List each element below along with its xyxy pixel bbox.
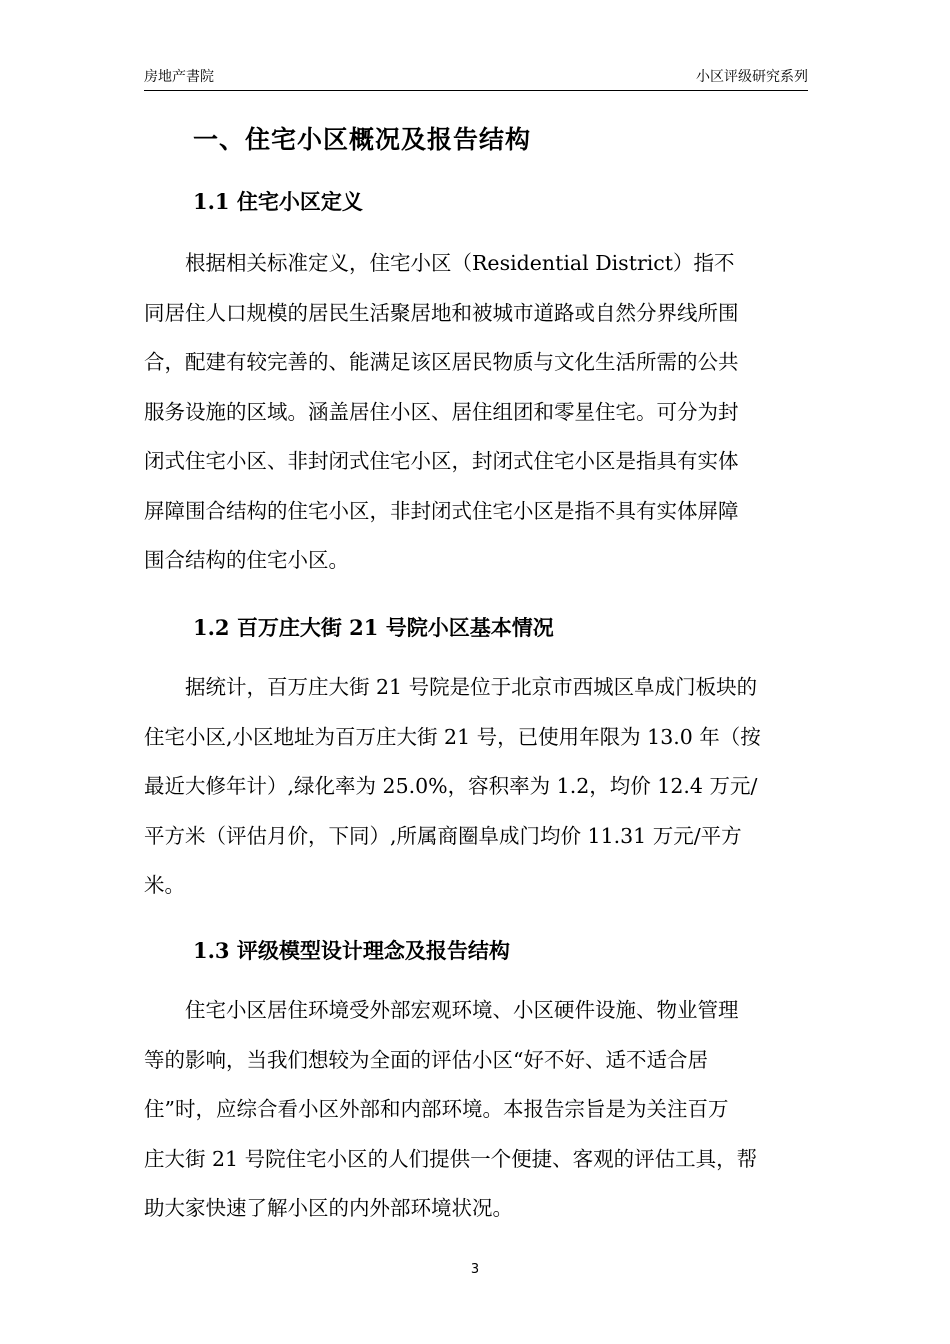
paragraph-basic-info bbox=[144, 663, 808, 911]
page-number: 3 bbox=[470, 1262, 480, 1277]
header-series: 小区评级研究系列 bbox=[696, 69, 808, 85]
paragraph-line: 据统计，百万庄大街 21 号院是位于北京市西城区阜成门板块的 bbox=[144, 675, 758, 699]
paragraph-line: 助大家快速了解小区的内外部环境状况。 bbox=[144, 1196, 513, 1220]
section-title: 一、住宅小区概况及报告结构 bbox=[193, 125, 532, 154]
header-publisher: 房地产書院 bbox=[144, 69, 214, 85]
paragraph-line: 米。 bbox=[144, 873, 185, 897]
paragraph-line: 合，配建有较完善的、能满足该区居民物质与文化生活所需的公共 bbox=[144, 350, 739, 374]
paragraph-line: 平方米（评估月价，下同）,所属商圈阜成门均价 11.31 万元/平方 bbox=[144, 823, 742, 848]
paragraph-line: 服务设施的区域。涵盖居住小区、居住组团和零星住宅。可分为封 bbox=[144, 399, 739, 424]
paragraph-line: 住宅小区居住环境受外部宏观环境、小区硬件设施、物业管理 bbox=[144, 998, 739, 1022]
paragraph-line: 住”时，应综合看小区外部和内部环境。本报告宗旨是为关注百万 bbox=[144, 1097, 729, 1121]
paragraph-line: 庄大街 21 号院住宅小区的人们提供一个便捷、客观的评估工具，帮 bbox=[144, 1146, 758, 1171]
paragraph-line: 等的影响，当我们想较为全面的评估小区“好不好、适不适合居 bbox=[144, 1047, 708, 1072]
paragraph-line: 屏障围合结构的住宅小区，非封闭式住宅小区是指不具有实体屏障 bbox=[144, 498, 739, 523]
paragraph-line: 根据相关标准定义，住宅小区（Residential District）指不 bbox=[144, 251, 735, 275]
paragraph-line: 围合结构的住宅小区。 bbox=[144, 548, 349, 572]
subsection-title-1-1: 1.1 住宅小区定义 bbox=[193, 189, 363, 214]
paragraph-model-design bbox=[144, 986, 808, 1234]
paragraph-line: 闭式住宅小区、非封闭式住宅小区，封闭式住宅小区是指具有实体 bbox=[144, 449, 739, 473]
paragraph-line: 住宅小区,小区地址为百万庄大街 21 号，已使用年限为 13.0 年（按 bbox=[144, 724, 761, 749]
paragraph-line: 同居住人口规模的居民生活聚居地和被城市道路或自然分界线所围 bbox=[144, 300, 739, 325]
subsection-title-1-3: 1.3 评级模型设计理念及报告结构 bbox=[193, 938, 510, 963]
header-divider bbox=[144, 90, 808, 91]
paragraph-definition bbox=[144, 239, 808, 586]
paragraph-line: 最近大修年计）,绿化率为 25.0%，容积率为 1.2，均价 12.4 万元/ bbox=[144, 774, 758, 798]
page-header bbox=[144, 66, 808, 88]
subsection-title-1-2: 1.2 百万庄大街 21 号院小区基本情况 bbox=[193, 615, 554, 640]
